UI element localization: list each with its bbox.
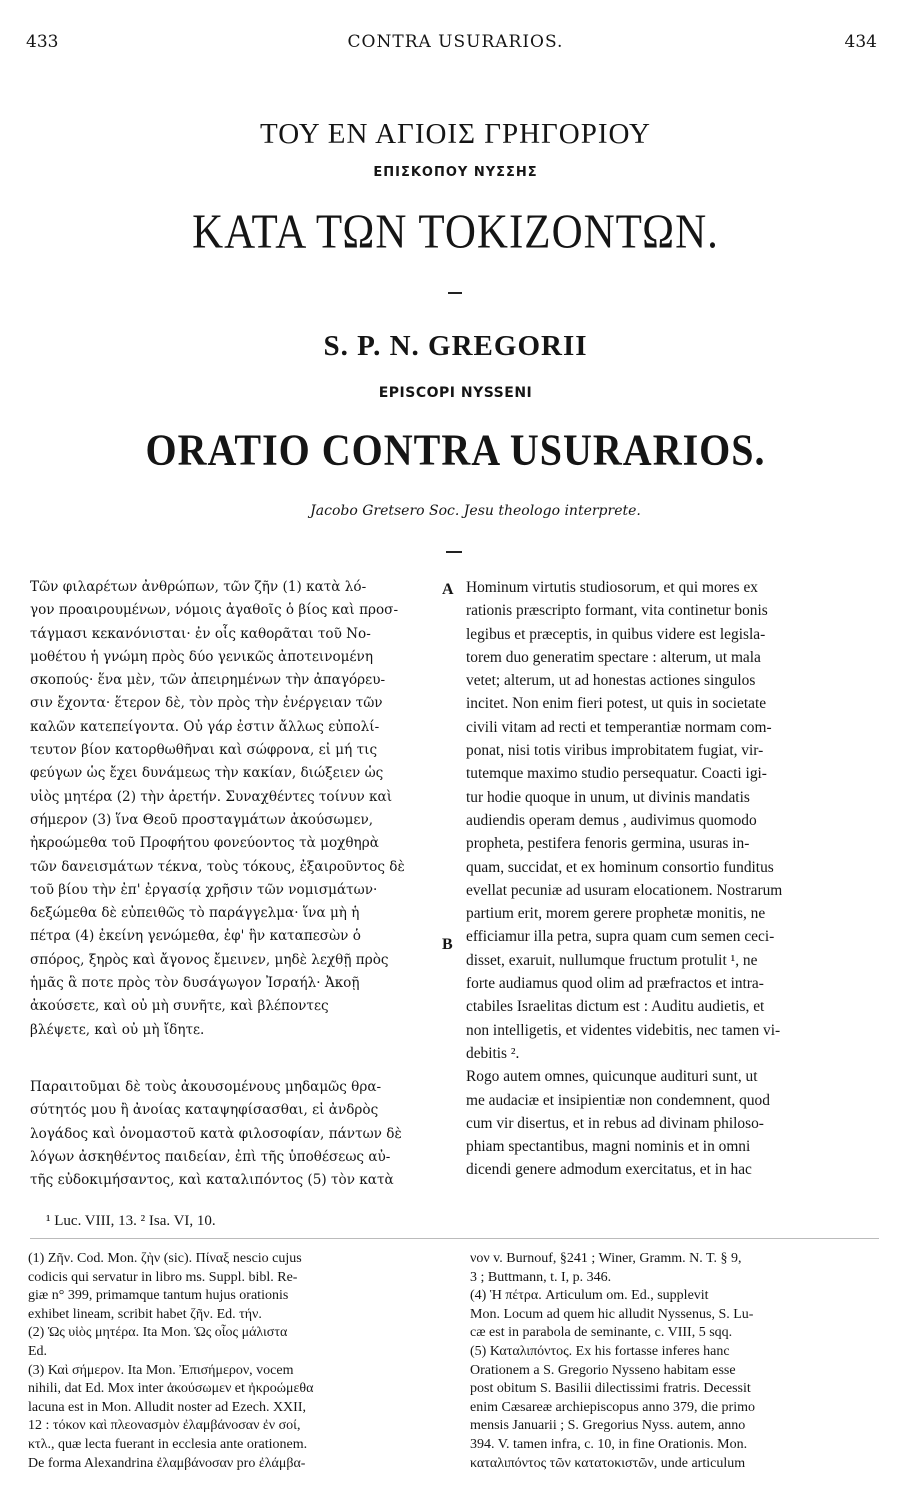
greek-paragraph-2 — [30, 1076, 446, 1192]
footnotes-right-column — [470, 1250, 880, 1473]
greek-text-line: υἱὸς μητέρα (2) τὴν ἀρετήν. Συναχθέντες τοίνυν καὶ — [30, 788, 393, 805]
footnote-rule — [30, 1238, 879, 1239]
greek-text-line: ἀκούσετε, καὶ οὐ μὴ συνῆτε, καὶ βλέποντες — [30, 998, 329, 1015]
footnote-line: 3 ; Buttmann, t. I, p. 346. — [470, 1269, 612, 1285]
latin-text-line: evellat pecuniæ ad usuram elocationem. Nostrarum — [466, 881, 783, 899]
latin-text-line: efficiamur illa petra, supra quam cum semen ceci- — [466, 928, 775, 946]
footnote-line: καταλιπόντος τῶν κατατοκιστῶν, unde articulum — [470, 1455, 746, 1471]
greek-title-line2: ΕΠΙΣΚΟΠΟΥ ΝΥΣΣΗΣ — [373, 165, 538, 180]
latin-text-line: incitet. Non enim fieri potest, ut quis in societate — [466, 695, 767, 713]
latin-text-column — [466, 576, 876, 1182]
footnote-line: cæ est in parabola de seminante, c. VIII, 5 sqq. — [470, 1325, 733, 1341]
latin-text-line: civili vitam ad recti et temperantiæ normam com- — [466, 718, 772, 736]
greek-text-line: τῆς εὐδοκιμήσαντος, καὶ καταλιπόντος (5) τὸν κατὰ — [30, 1172, 394, 1189]
latin-text-line: legibus et præceptis, in quibus videre est legisla- — [466, 625, 766, 643]
greek-text-line: τευτον βίον κατορθωθῆναι καὶ σώφρονα, εἰ μή τις — [30, 742, 378, 759]
latin-text-line: cum vir disertus, et in rebus ad divinam philoso- — [466, 1114, 764, 1132]
latin-main-title: ORATIO CONTRA USURARIOS. — [145, 424, 766, 475]
greek-text-line: σήμερον (3) ἵνα Θεοῦ προσταγμάτων ἀκούσωμεν, — [30, 811, 374, 828]
greek-text-line: ἠκροώμεθα τοῦ Προφήτου φονεύοντος τὰ μοχθηρὰ — [30, 835, 379, 852]
latin-title-line2: EPISCOPI NYSSENI — [378, 385, 533, 401]
footnote-line: νον v. Burnouf, §241 ; Winer, Gramm. N. T. § 9, — [470, 1251, 742, 1266]
greek-text-line: σκοπούς· ἕνα μὲν, τῶν ἀπειρημένων τὴν ἀπαγόρευ- — [30, 672, 386, 689]
greek-text-line: πέτρα (4) ἐκείνη γενώμεθα, ἐφ' ἣν καταπεσὼν ὁ — [30, 928, 361, 945]
footnote-line: mensis Januarii ; S. Gregorius Nyss. autem, anno — [470, 1418, 746, 1434]
footnote-line: 12 : τόκον καὶ πλεονασμὸν ἐλαμβάνοσαν ἐν σοί, — [28, 1418, 301, 1434]
footnote-line: Orationem a S. Gregorio Nysseno habitam esse — [470, 1362, 736, 1378]
latin-text-line: ponat, nisi totis viribus improbitatem fugiat, vir- — [466, 742, 764, 760]
footnote-line: (1) Ζῆν. Cod. Mon. ζὴν (sic). Πίναξ nescio cujus — [28, 1251, 302, 1266]
scripture-references: ¹ Luc. VIII, 13. ² Isa. VI, 10. — [46, 1213, 216, 1229]
greek-text-line: ἡμᾶς ἃ ποτε πρὸς τὸν δυσάγωγον Ἰσραήλ· Ἀκοῇ — [30, 975, 360, 992]
left-page-number: 433 — [26, 32, 59, 52]
greek-text-line: τάγμασι κεκανόνισται· ἐν οἷς καθορᾶται τοῦ Νο- — [30, 625, 371, 642]
footnote-line: (2) Ὡς υἱὸς μητέρα. Ita Mon. Ὡς οἷος μάλιστα — [28, 1325, 288, 1341]
latin-text-line: forte audiamus quod olim ad præfractos et intra- — [466, 975, 764, 993]
footnote-line: giæ n° 399, primamque tantum hujus orationis — [28, 1288, 289, 1304]
latin-text-line: debitis ². — [466, 1044, 520, 1062]
greek-text-line: σπόρος, ξηρὸς καὶ ἄγονος ἔμεινεν, μηδὲ λεχθῇ πρὸς — [30, 951, 389, 968]
running-head — [0, 32, 911, 54]
latin-text-line: vetet; alterum, ut ad honestas actiones singulos — [466, 672, 756, 690]
footnote-line: codicis qui servatur in libro ms. Suppl. bibl. Re- — [28, 1269, 298, 1285]
latin-text-line: tur hodie quoque in unum, ut divinis mandatis — [466, 788, 750, 806]
latin-text-line: audiendis operam demus , audivimus quomodo — [466, 811, 757, 829]
interpreter-credit: Jacobo Gretsero Soc. Jesu theologo interprete. — [310, 503, 641, 519]
latin-text-line: quam, succidat, et ex hominum consortio funditus — [466, 858, 774, 876]
footnote-line: 394. V. tamen infra, c. 10, in fine Orationis. Mon. — [470, 1436, 748, 1452]
greek-text-line: Παραιτοῦμαι δὲ τοὺς ἀκουσομένους μηδαμῶς θρα- — [30, 1079, 382, 1095]
latin-text-line: partium erit, morem gerere prophetæ monitis, ne — [466, 905, 766, 923]
greek-text-line: τῶν δανεισμάτων τέκνα, τοὺς τόκους, ἐξαιροῦντος δὲ — [30, 858, 405, 875]
footnote-line: (3) Καὶ σήμερον. Ita Mon. Ἐπισήμερον, vocem — [28, 1362, 294, 1378]
latin-text-line: disset, exaruit, nullumque fructum protulit ¹, ne — [466, 951, 758, 969]
footnote-line: nihili, dat Ed. Mox inter ἀκούσωμεν et ἠκροώμεθα — [28, 1381, 314, 1397]
footnote-line: Ed. — [28, 1343, 48, 1359]
footnote-line: De forma Alexandrina ἐλαμβάνοσαν pro ἐλάμβα- — [28, 1455, 306, 1471]
footnotes-left-column — [28, 1250, 446, 1473]
right-page-number: 434 — [844, 32, 877, 52]
greek-text-line: φεύγων ὡς ἔχει δυνάμεως τὴν κακίαν, διώξειεν ὡς — [30, 765, 384, 782]
section-marker-a: A — [442, 581, 454, 598]
footnote-line: (4) Ἡ πέτρα. Articulum om. Ed., supplevit — [470, 1288, 709, 1304]
greek-text-line: βλέψετε, καὶ οὐ μὴ ἴδητε. — [30, 1021, 205, 1038]
latin-text-line: rationis præscripto formant, vita continetur bonis — [466, 602, 768, 620]
greek-text-column — [30, 576, 446, 1042]
footnote-line: post obitum S. Basilii dilectissimi fratris. Decessit — [470, 1381, 751, 1397]
greek-text-line: Τῶν φιλαρέτων ἀνθρώπων, τῶν ζῆν (1) κατὰ λό- — [30, 579, 367, 595]
footnote-line: Mon. Locum ad quem hic alludit Nyssenus, S. Lu- — [470, 1306, 754, 1322]
section-marker-b: B — [442, 936, 453, 953]
greek-text-line: λόγων ἀσκηθέντος παιδείαν, ἐπὶ τῆς ὑποθέσεως αὐ- — [30, 1148, 391, 1165]
latin-text-line: ctabiles Israelitas dictum est : Auditu audietis, et — [466, 998, 765, 1016]
latin-text-line: phiam spectantibus, magni nominis et in omni — [466, 1138, 751, 1156]
latin-text-line: Hominum virtutis studiosorum, et qui mores ex — [466, 579, 758, 596]
body-separator — [446, 551, 462, 553]
greek-text-line: σύτητός μου ἢ ἀνοίας καταψηφίσασθαι, εἰ ἀνδρὸς — [30, 1102, 379, 1119]
latin-title-line1: S. P. N. GREGORII — [323, 330, 588, 362]
footnote-line: lacuna est in Mon. Alludit noster ad Ezech. XXII, — [28, 1399, 306, 1415]
latin-text-line: non intelligetis, et videntes videbitis, nec tamen vi- — [466, 1021, 781, 1039]
latin-text-line: propheta, pestifera fenoris germina, usuras in- — [466, 835, 750, 853]
latin-text-line: dicendi genere admodum exercitatus, et in hac — [466, 1161, 752, 1179]
footnote-line: enim Cæsareæ archiepiscopus anno 379, die primo — [470, 1399, 755, 1415]
greek-text-line: λογάδος καὶ ὀνομαστοῦ κατὰ φιλοσοφίαν, πάντων δὲ — [30, 1125, 402, 1142]
footnote-line: κτλ., quæ lecta fuerant in ecclesia ante orationem. — [28, 1436, 308, 1452]
footnote-line: exhibet lineam, scribit habet ζῆν. Ed. τήν. — [28, 1306, 262, 1322]
greek-text-line: τοῦ βίου τὴν ἐπ' ἐργασίᾳ χρῆσιν τῶν νομισμάτων· — [30, 881, 378, 898]
latin-text-line: Rogo autem omnes, quicunque audituri sunt, ut — [466, 1068, 758, 1086]
greek-text-line: δεξώμεθα δὲ εὐπειθῶς τὸ παράγγελμα· ἵνα μὴ ἡ — [30, 905, 360, 922]
latin-text-line: me audaciæ et insipientiæ non condemnent, quod — [466, 1091, 770, 1109]
greek-text-line: γον προαιρουμένων, νόμοις ἀγαθοῖς ὁ βίος καὶ προσ- — [30, 602, 399, 619]
greek-text-line: σιν ἔχοντα· ἕτερον δὲ, τὸν πρὸς τὴν ἐνέργειαν τῶν — [30, 695, 383, 712]
greek-title-line1: ΤΟΥ ΕΝ ΑΓΙΟΙΣ ΓΡΗΓΟΡΙΟΥ — [260, 118, 651, 150]
greek-text-line: καλῶν κατεπείγοντα. Οὐ γάρ ἐστιν ἄλλως εὐπολί- — [30, 718, 380, 735]
title-separator — [448, 292, 462, 294]
running-title: CONTRA USURARIOS. — [347, 32, 564, 52]
greek-main-title: ΚΑΤΑ ΤΩΝ ΤΟΚΙΖΟΝΤΩΝ. — [192, 206, 719, 259]
latin-text-line: torem duo generatim spectare : alterum, ut mala — [466, 648, 761, 666]
greek-text-line: μοθέτου ἡ γνώμη πρὸς δύο γενικῶς ἀποτεινομένη — [30, 648, 373, 665]
footnote-line: (5) Καταλιπόντος. Ex his fortasse inferes hanc — [470, 1343, 730, 1359]
latin-text-line: tutemque maximo studio persequatur. Coacti igi- — [466, 765, 767, 783]
